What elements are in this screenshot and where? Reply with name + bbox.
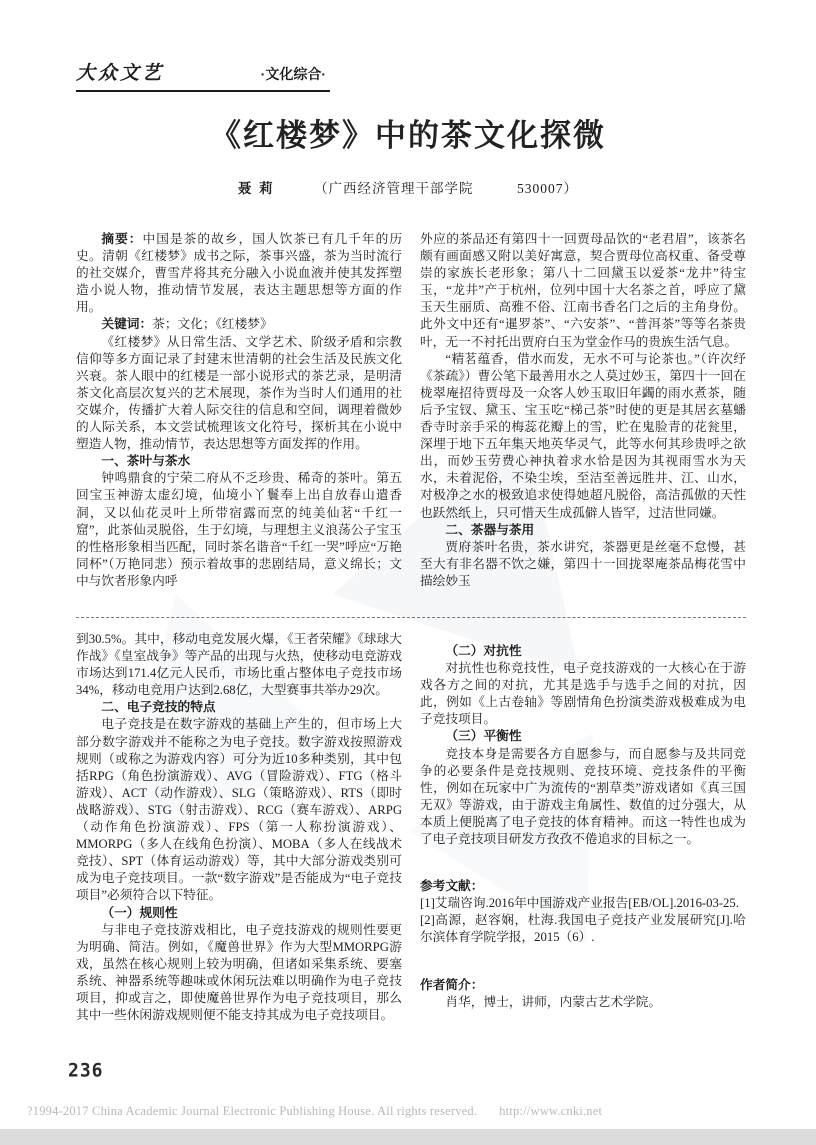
intro-paragraph: 《红楼梦》从日常生活、文学艺术、阶级矛盾和宗教信仰等多方面记录了封建末世清朝的社会生活及民族文化兴衰。茶人眼中的红楼是一部小说形式的茶艺录，是明清茶文化高层次复兴的艺术展现，茶作为当时人们通用的社交媒介，传播扩大着人际交往的信息和空间，调理着微妙的人际关系，本文尝试梳理该文化符号，探析其在小说中塑造人物，推动情节，表达思想等方面发挥的作用。 [76,334,402,452]
tea-paragraph-2: 外应的茶品还有第四十一回贾母品饮的“老君眉”，该茶名颇有画面感又附以美好寓意，契合贾母位高权重、备受尊崇的家族长老形象；第八十二回黛玉以爱茶“龙井”待宝玉，“龙井”产于杭州，位列中国十大名茶之首，呼应了黛玉天生丽质、高雅不俗、江南书香名门之后的主角身份。此外文中还有“暹罗茶”、“六安茶”、“普洱茶”等等名茶贵叶，无一不衬托出贾府白玉为堂金作马的贵族生活气息。 [420,232,746,349]
section-heading-tea-2: 二、茶器与茶用 [445,522,535,537]
esports-paragraph-2: 电子竞技是在数字游戏的基础上产生的，但市场上大部分数字游戏并不能称之为电子竞技。数字游戏按照游戏规则（或称之为游戏内容）可分为近10多种类别，其中包括RPG（角色扮演游戏）、AVG（冒险游戏）、FTG（格斗游戏）、ACT（动作游戏）、SLG（策略游戏）、RTS（即时战略游戏）、STG（射击游戏）、RCG（赛车游戏）、ARPG（动作角色扮演游戏）、FPS（第一人称扮演游戏）、MMORPG（多人在线角色扮演）、MOBA（多人在线战术竞技）、SPT（体育运动游戏）等，其中大部分游戏类别可成为电子竞技项目。一款“数字游戏”是否能成为“电子竞技项目”必须符合以下特征。 [76,717,402,903]
journal-name: 大众文艺 [76,63,165,84]
right-column-bottom [420,643,746,1011]
author-bio-text: 肖华，博士，讲师，内蒙古艺术学院。 [445,994,662,1009]
references [420,878,746,946]
byline [0,177,816,197]
subsection-heading-confrontation: （二）对抗性 [445,644,522,658]
section-heading-esports: 二、电子竞技的特点 [101,700,216,715]
references-heading: 参考文献： [420,879,484,894]
author-affiliation: （广西经济管理干部学院 530007） [314,181,579,196]
running-head [76,58,330,92]
subsection-heading-rules: （一）规则性 [101,905,178,920]
author-name: 聂 莉 [237,181,275,196]
keywords-label: 关键词： [101,317,153,332]
cnki-url: http://www.cnki.net [499,1104,603,1118]
subsection-heading-balance: （三）平衡性 [445,729,522,744]
esports-paragraph-5: 竞技本身是需要各方自愿参与，而自愿参与及共同竞争的必要条件是竞技规则、竞技环境、竞技条件的平衡性，例如在玩家中广为流传的“割草类”游戏诸如《真三国无双》等游戏，由于游戏主角属性、数值的过分强大，从本质上便脱离了电子竞技的体育精神。而这一特性也成为了电子竞技项目研发方孜孜不倦追求的目标之一。 [420,746,746,847]
section-heading-tea-1: 一、茶叶与茶水 [101,454,191,469]
left-column-bottom [76,631,402,1024]
tea-paragraph-3: “精茗蕴香，借水而发，无水不可与论茶也。”（许次纾《茶疏》）曹公笔下最善用水之人莫过妙玉，第四十一回在栊翠庵招待贾母及一众客人妙玉取旧年蠲的雨水煮茶，随后予宝钗、黛玉、宝玉吃“梯己茶”时使的更是其居玄墓蟠香寺时亲手采的梅蕊花瓣上的雪，贮在鬼脸青的花瓮里，深埋于地下五年集天地英华灵气，此等水何其珍贵呼之欲出，而妙玉劳费心神执着求水恰是因为其视雨雪水为天水，未着泥俗，不染尘埃，至洁至善远胜井、江、山水，对极净之水的极致追求使得她超凡脱俗，高洁孤傲的天性也跃然纸上，只可惜天生成孤僻人皆罕，过洁世同嫌。 [420,351,746,520]
author-bio-heading: 作者简介： [420,977,484,992]
bottom-scan-bar [0,1129,816,1145]
reference-item: [2]高源，赵容娴，杜海.我国电子竞技产业发展研究[J].哈尔滨体育学院学报，2015（6）. [420,913,746,945]
page-title: 《红楼梦》中的茶文化探微 [210,118,606,153]
page-number: 236 [68,1059,104,1082]
article-divider-dashed-line [76,617,746,618]
esports-paragraph-4: 对抗性也称竞技性，电子竞技游戏的一大核心在于游戏各方之间的对抗，尤其是选手与选手之间的对抗，因此，例如《上古卷轴》等剧情角色扮演类游戏极难成为电子竞技项目。 [420,661,746,727]
esports-paragraph-3: 与非电子竞技游戏相比，电子竞技游戏的规则性要更为明确、简洁。例如，《魔兽世界》作为大型MMORPG游戏，虽然在核心规则上较为明确，但诸如采集系统、要塞系统、神器系统等趣味或休闲玩法难以明确作为电子竞技项目，抑或言之，即使魔兽世界作为电子竞技项目，那么其中一些休闲游戏规则便不能支持其成为电子竞技项目。 [76,922,402,1023]
right-column-top [420,231,746,590]
abstract [76,231,402,316]
author-bio [420,977,746,1011]
section-label: ·文化综合· [260,66,326,82]
esports-paragraph-1: 到30.5%。其中，移动电竞发展火爆，《王者荣耀》《球球大作战》《皇室战争》等产品的出现与火热，使移动电竞游戏市场达到171.4亿元人民币，市场比重占整体电子竞技市场34%，移动电竞用户达到2.68亿，大型赛事共举办29次。 [76,632,402,698]
keywords [76,316,402,333]
copyright-line [27,1104,797,1119]
abstract-text: 中国是茶的故乡，国人饮茶已有几千年的历史。清朝《红楼梦》成书之际，茶事兴盛，茶为当时流行的社交媒介，曹雪芹将其充分融入小说血液并使其发挥塑造小说人物，推动情节发展，表达主题思想等方面的作用。 [76,232,403,315]
copyright-text: ?1994-2017 China Academic Journal Electronic Publishing House. All rights reserved. [27,1104,478,1118]
tea-paragraph-1: 钟鸣鼎食的宁荣二府从不乏珍贵、稀奇的茶叶。第五回宝玉神游太虚幻境，仙境小丫鬟奉上出自放春山遣香洞，又以仙花灵叶上所带宿露而烹的纯美仙茗“千红一窟”，此茶仙灵脱俗，生于幻境，与理想主义浪荡公子宝玉的性格形象相当匹配，同时茶名谐音“千红一哭”呼应“万艳同杯”（万艳同悲）预示着故事的悲剧结局，意义绵长；文中与饮者形象内呼 [76,471,402,588]
abstract-label: 摘要： [101,232,143,246]
left-column-top [76,231,402,590]
keywords-text: 茶；文化；《红楼梦》 [152,317,273,332]
tea-paragraph-4: 贾府茶叶名贵，茶水讲究，茶器更是丝毫不怠慢，甚至大有非名器不饮之嫌，第四十一回拢翠庵茶品梅花雪中描绘妙玉 [420,539,746,588]
reference-item: [1]艾瑞咨询.2016年中国游戏产业报告[EB/OL].2016-03-25. [420,896,739,911]
